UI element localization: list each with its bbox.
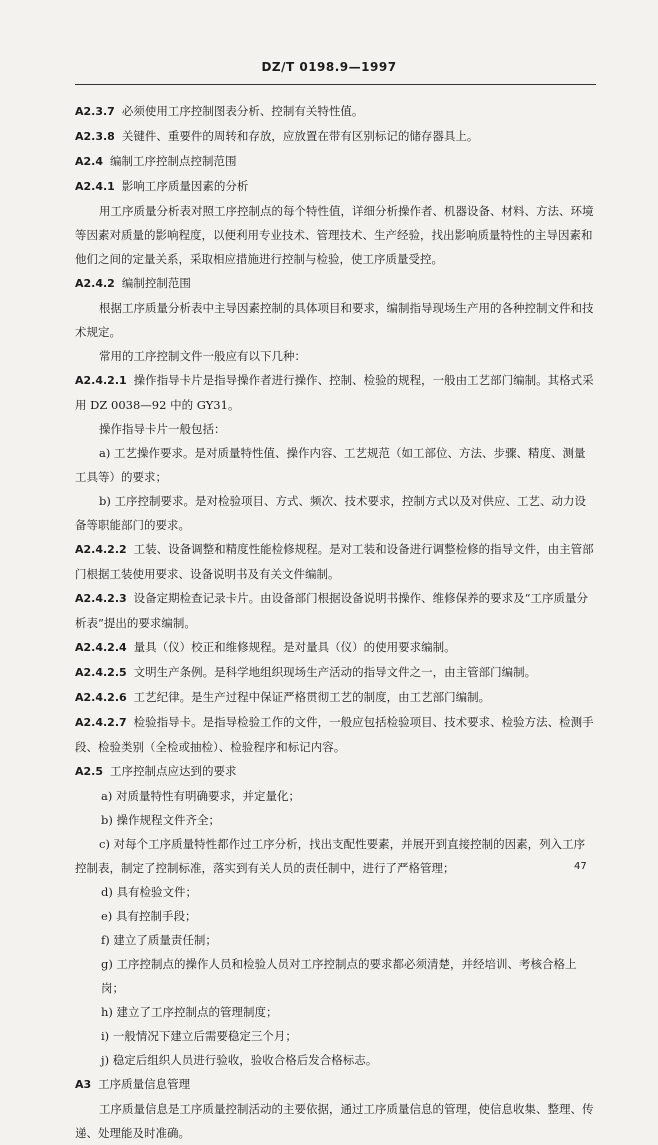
clause-a2-4-2-6	[75, 685, 596, 710]
clause-text: 工装、设备调整和精度性能检修规程。是对工装和设备进行调整检修的指导文件，由主管部门根据工装使用要求、设备说明书及有关文件编制。	[75, 542, 594, 581]
clause-number: A2.4.2.5	[75, 666, 127, 679]
clause-text: 必须使用工序控制图表分析、控制有关特性值。	[121, 104, 364, 118]
clause-text: 关键件、重要件的周转和存放，应放置在带有区别标记的储存器具上。	[121, 129, 479, 143]
clause-number: A2.4.2.4	[75, 641, 127, 654]
clause-a2-4-2-2	[75, 537, 596, 586]
clause-text: 文明生产条例。是科学地组织现场生产活动的指导文件之一，由主管部门编制。	[133, 665, 537, 679]
clause-text: 检验指导卡。是指导检验工作的文件，一般应包括检验项目、技术要求、检验方法、检测手段、检验类别（全检或抽检）、检验程序和标记内容。	[75, 715, 594, 754]
clause-a2-3-8	[75, 124, 596, 149]
clause-a2-4	[75, 149, 596, 174]
list-item: a) 对质量特性有明确要求，并定量化；	[101, 789, 300, 803]
paragraph: 根据工序质量分析表中主导因素控制的具体项目和要求，编制指导现场生产用的各种控制文件和技术规定。	[75, 301, 594, 339]
list-item: f) 建立了质量责任制；	[101, 933, 217, 947]
clause-a2-5	[75, 759, 596, 784]
list-item: a) 工艺操作要求。是对质量特性值、操作内容、工艺规范（如工部位、方法、步骤、精度、测量工具等）的要求；	[75, 446, 586, 484]
clause-number: A2.4.2	[75, 277, 115, 290]
standard-header: DZ/T 0198.9—1997	[261, 60, 397, 74]
clause-number: A2.3.8	[75, 130, 115, 143]
page-number: 47	[574, 861, 587, 872]
list-item: e) 具有控制手段；	[101, 909, 197, 923]
clause-a2-4-2-4	[75, 635, 596, 660]
clause-text: 工序控制点应达到的要求	[110, 764, 237, 778]
clause-number: A2.4	[75, 155, 103, 168]
clause-number: A2.4.2.7	[75, 716, 127, 729]
list-item: g) 工序控制点的操作人员和检验人员对工序控制点的要求都必须清楚，并经培训、考核合格上岗；	[101, 957, 577, 995]
paragraph: 常用的工序控制文件一般应有以下几种：	[99, 349, 306, 363]
list-item: b) 操作规程文件齐全；	[101, 813, 221, 827]
clause-number: A2.4.2.2	[75, 543, 127, 556]
list-item: h) 建立了工序控制点的管理制度；	[101, 1005, 278, 1019]
clause-a2-4-2-7	[75, 710, 596, 759]
list-item: d) 具有检验文件；	[101, 885, 198, 899]
clause-a2-4-2-5	[75, 660, 596, 685]
clause-a2-4-2	[75, 271, 596, 296]
clause-number: A3	[75, 1078, 92, 1091]
clause-number: A2.5	[75, 765, 103, 778]
list-item: i) 一般情况下建立后需要稳定三个月；	[101, 1029, 297, 1043]
clause-number: A2.4.2.6	[75, 691, 127, 704]
clause-number: A2.3.7	[75, 105, 115, 118]
document-body	[75, 99, 596, 1145]
paragraph: 用工序质量分析表对照工序控制点的每个特性值，详细分析操作者、机器设备、材料、方法、环境等因素对质量的影响程度，以便利用专业技术、管理技术、生产经验，找出影响质量特性的主导因素和他们之间的定量关系，采取相应措施进行控制与检验，使工序质量受控。	[75, 204, 594, 266]
clause-number: A2.4.2.3	[75, 592, 127, 605]
list-item: b) 工序控制要求。是对检验项目、方式、频次、技术要求，控制方式以及对供应、工艺、动力设备等职能部门的要求。	[75, 494, 586, 532]
clause-text: 工艺纪律。是生产过程中保证严格贯彻工艺的制度，由工艺部门编制。	[133, 690, 491, 704]
clause-a2-3-7	[75, 99, 596, 124]
paragraph: 操作指导卡片一般包括：	[99, 422, 226, 436]
list-item: j) 稳定后组织人员进行验收，验收合格后发合格标志。	[101, 1053, 378, 1067]
list-item: c) 对每个工序质量特性都作过工序分析，找出支配性要素，并展开到直接控制的因素，列入工序控制表，制定了控制标准，落实到有关人员的责任制中，进行了严格管理；	[75, 837, 586, 875]
header-rule	[75, 84, 596, 85]
paragraph: 工序质量信息是工序质量控制活动的主要依据，通过工序质量信息的管理，使信息收集、整理、传递、处理能及时准确。	[75, 1102, 594, 1140]
clause-a2-4-2-3	[75, 586, 596, 635]
clause-text: 工序质量信息管理	[98, 1077, 191, 1091]
clause-text: 影响工序质量因素的分析	[121, 179, 249, 193]
clause-a3	[75, 1072, 596, 1097]
clause-number: A2.4.1	[75, 180, 115, 193]
clause-text: 编制工序控制点控制范围	[110, 154, 237, 168]
clause-a2-4-2-1	[75, 368, 596, 417]
clause-text: 操作指导卡片是指导操作者进行操作、控制、检验的规程，一般由工艺部门编制。其格式采用 DZ 0038—92 中的 GY31。	[75, 373, 594, 412]
clause-a2-4-1	[75, 174, 596, 199]
clause-text: 量具（仪）校正和维修规程。是对量具（仪）的使用要求编制。	[133, 640, 456, 654]
clause-number: A2.4.2.1	[75, 374, 127, 387]
clause-text: 编制控制范围	[121, 276, 191, 290]
clause-text: 设备定期检查记录卡片。由设备部门根据设备说明书操作、维修保养的要求及“工序质量分析表”提出的要求编制。	[75, 591, 589, 630]
